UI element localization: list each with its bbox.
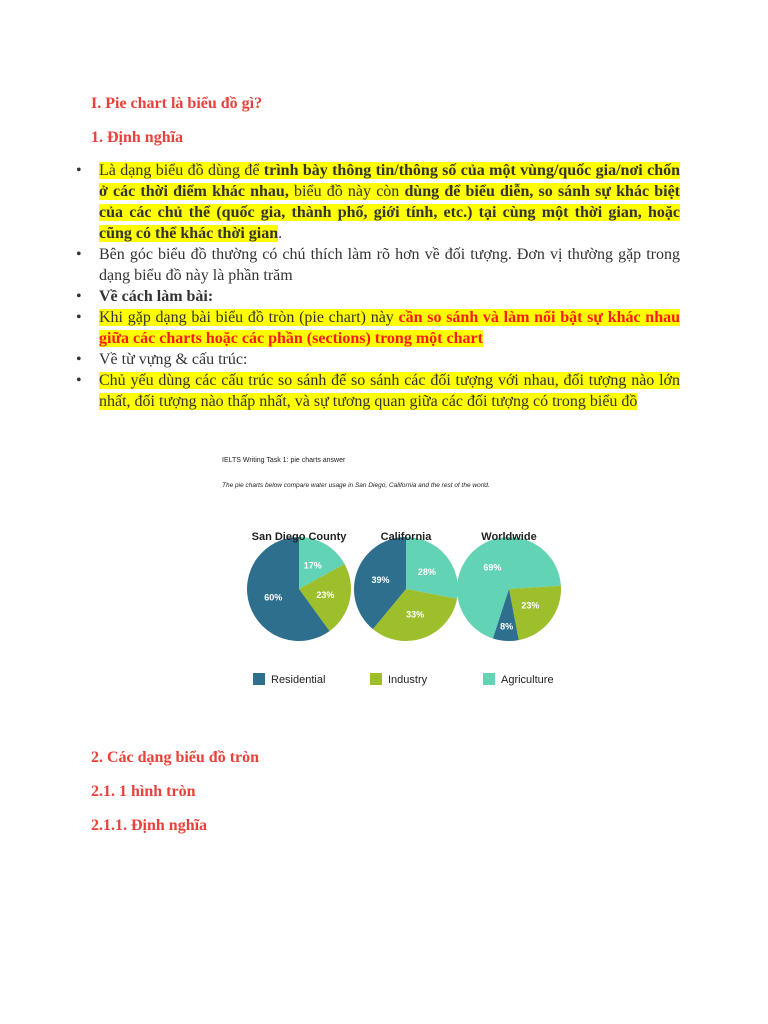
legend-swatch-residential [253, 673, 265, 685]
pie-title-worldwide: Worldwide [481, 531, 537, 543]
pie-title-california: California [380, 531, 432, 543]
bullet-4-text-a: Khi gặp dạng bài biểu đồ tròn (pie chart) này [99, 309, 399, 326]
heading-pie-chart-definition: I. Pie chart là biểu đồ gì? [91, 95, 263, 112]
bullet-5-text: Về từ vựng & cấu trúc: [99, 351, 248, 368]
pie-label-worldwide-agriculture: 69% [483, 562, 502, 573]
bullet-6-text: Chủ yếu dùng các cấu trúc so sánh để so sánh các đối tượng với nhau, đối tượng nào lớn nhất, đối tượng nào thấp nhất, và sự tương quan giữa các đối tượng có trong biểu đồ [99, 372, 680, 410]
legend-agriculture [483, 673, 554, 686]
figure-title: IELTS Writing Task 1: pie charts answer [222, 457, 346, 464]
legend-label-industry: Industry [388, 674, 428, 686]
bullet-item-3 [76, 286, 680, 307]
heading-dinh-nghia: 1. Định nghĩa [91, 129, 184, 146]
bullet-1-text-d: dùng để biểu diễn, so sánh sự khác biệt của các chủ thể (quốc gia, thành phố, giới tính, etc.) tại cùng một thời gian, hoặc cũng có thể khác thời gian [99, 183, 680, 242]
figure-caption: The pie charts below compare water usage in San Diego, California and the rest of the world. [222, 482, 490, 489]
bullet-list [76, 160, 680, 412]
pie-title-san-diego-county: San Diego County [251, 531, 347, 543]
legend-industry [370, 673, 427, 686]
pie-charts-svg [215, 452, 575, 697]
bullet-1-text-c: biểu đồ này còn [288, 183, 405, 200]
pie-label-worldwide-industry: 23% [521, 600, 540, 611]
bullet-3-text: Về cách làm bài: [99, 288, 214, 305]
legend-swatch-agriculture [483, 673, 495, 685]
bullet-item-5 [76, 349, 680, 370]
bullet-1-text-b: trình bày thông tin/thông số của một vùng/quốc gia/nơi chốn ở các thời điểm khác nhau, [99, 162, 681, 200]
pie-label-california-agriculture: 28% [417, 566, 436, 577]
bullet-4-text-b: cần so sánh và làm nổi bật sự khác nhau giữa các charts hoặc các phần (sections) trong một chart [99, 309, 681, 347]
heading-mot-hinh-tron: 2.1. 1 hình tròn [91, 783, 196, 800]
bullet-item-6 [76, 370, 680, 412]
legend-label-agriculture: Agriculture [501, 674, 554, 686]
legend-residential [253, 673, 325, 686]
bullet-item-4 [76, 307, 680, 349]
pie-label-san-diego-county-agriculture: 17% [303, 560, 322, 571]
pie-label-worldwide-residential: 8% [500, 621, 514, 632]
pie-label-california-industry: 33% [406, 609, 425, 620]
legend-swatch-industry [370, 673, 382, 685]
bullet-item-2 [76, 244, 680, 286]
bullet-item-1 [76, 160, 680, 244]
heading-cac-dang-bieu-do-tron: 2. Các dạng biểu đồ tròn [91, 749, 260, 766]
bullet-1-text-a: Là dạng biểu đồ dùng để [99, 162, 264, 179]
pie-label-california-residential: 39% [371, 574, 390, 585]
pie-chart-figure [215, 452, 575, 697]
bullet-2-text: Bên góc biểu đồ thường có chú thích làm rõ hơn về đối tượng. Đơn vị thường gặp trong dạng biểu đồ này là phần trăm [99, 246, 680, 284]
legend-label-residential: Residential [271, 674, 326, 686]
pie-label-san-diego-county-residential: 60% [264, 592, 283, 603]
pie-label-san-diego-county-industry: 23% [316, 589, 335, 600]
heading-dinh-nghia-2: 2.1.1. Định nghĩa [91, 817, 208, 834]
bullet-1-text-e: . [278, 225, 283, 242]
